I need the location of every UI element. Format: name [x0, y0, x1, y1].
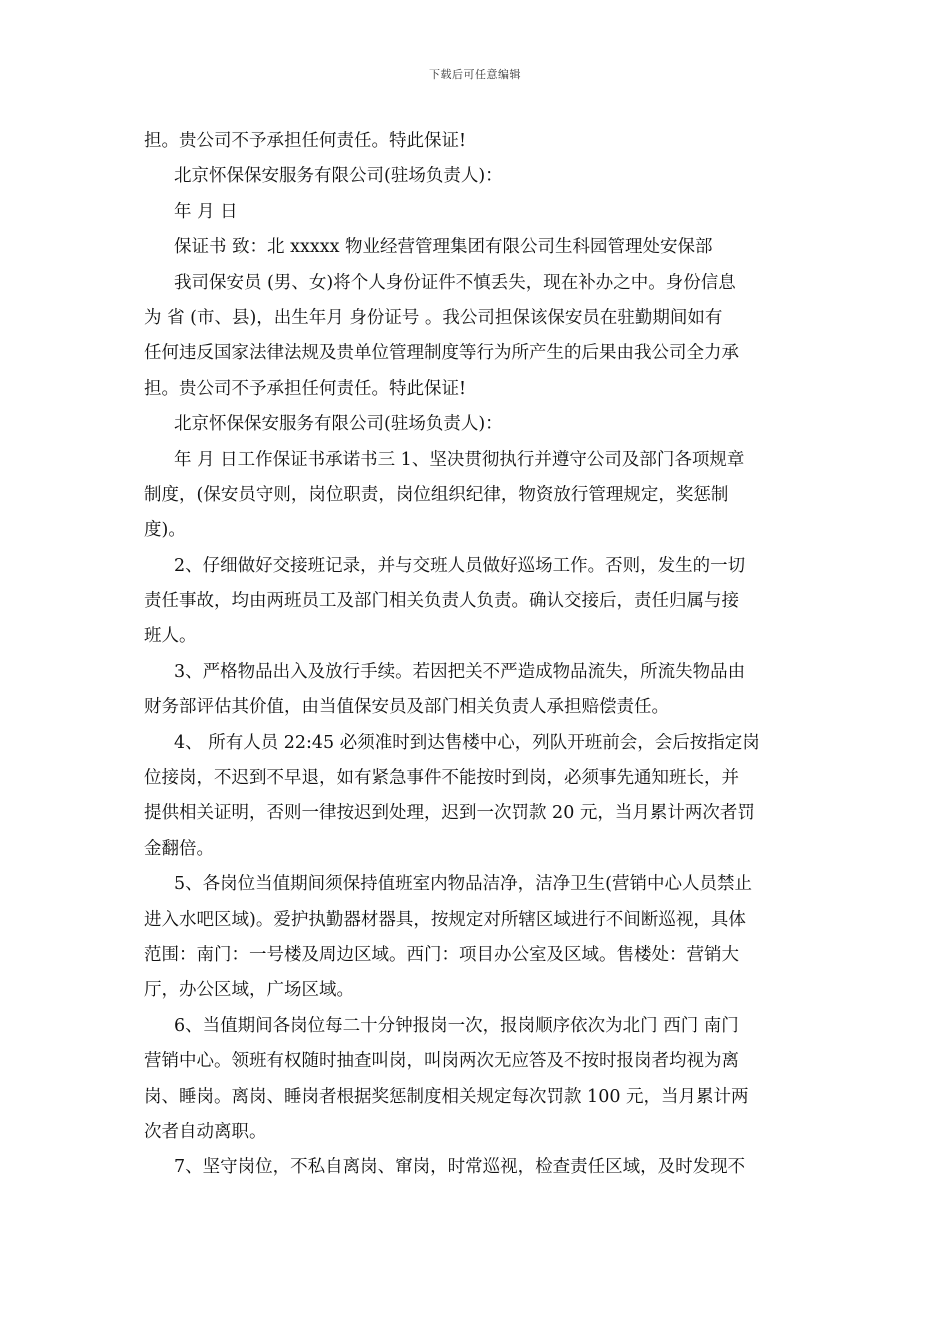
- text-line: 厅，办公区域，广场区域。: [144, 980, 354, 1001]
- text-line: 我司保安员 (男、女)将个人身份证件不慎丢失，现在补办之中。身份信息: [174, 272, 736, 293]
- text-line: 金翻倍。: [144, 838, 214, 859]
- text-line: 6、当值期间各岗位每二十分钟报岗一次，报岗顺序依次为北门 西门 南门: [174, 1015, 739, 1036]
- text-line: 5、各岗位当值期间须保持值班室内物品洁净，洁净卫生(营销中心人员禁止: [174, 874, 752, 895]
- text-line: 营销中心。领班有权随时抽查叫岗，叫岗两次无应答及不按时报岗者均视为离: [144, 1051, 739, 1072]
- text-line: 制度，(保安员守则，岗位职责，岗位组织纪律，物资放行管理规定，奖惩制: [144, 484, 729, 505]
- text-line: 次者自动离职。: [144, 1121, 267, 1142]
- text-line: 任何违反国家法律法规及贵单位管理制度等行为所产生的后果由我公司全力承: [144, 343, 739, 364]
- text-line: 提供相关证明，否则一律按迟到处理，迟到一次罚款 20 元，当月累计两次者罚: [144, 803, 755, 824]
- text-line: 担。贵公司不予承担任何责任。特此保证!: [144, 131, 467, 151]
- document-body: [144, 124, 806, 1186]
- text-line: 4、 所有人员 22:45 必须准时到达售楼中心，列队开班前会，会后按指定岗: [174, 732, 760, 753]
- text-line: 3、严格物品出入及放行手续。若因把关不严造成物品流失，所流失物品由: [174, 661, 746, 682]
- text-line: 北京怀保保安服务有限公司(驻场负责人)：: [174, 414, 503, 435]
- text-line: 7、坚守岗位，不私自离岗、窜岗，时常巡视，检查责任区域，及时发现不: [174, 1157, 746, 1178]
- text-line: 年 月 日工作保证书承诺书三 1、坚决贯彻执行并遵守公司及部门各项规章: [174, 449, 745, 470]
- page-header-note: 下载后可任意编辑: [429, 68, 521, 81]
- text-line: 保证书 致：北 xxxxx 物业经营管理集团有限公司生科园管理处安保部: [174, 237, 713, 258]
- text-line: 位接岗，不迟到不早退，如有紧急事件不能按时到岗，必须事先通知班长，并: [144, 768, 739, 789]
- text-line: 担。贵公司不予承担任何责任。特此保证!: [144, 378, 467, 399]
- text-line: 财务部评估其价值，由当值保安员及部门相关负责人承担赔偿责任。: [144, 697, 669, 718]
- text-line: 进入水吧区域)。爱护执勤器材器具，按规定对所辖区域进行不间断巡视，具体: [144, 909, 746, 930]
- text-line: 班人。: [144, 626, 197, 647]
- text-line: 范围：南门：一号楼及周边区域。西门：项目办公室及区域。售楼处：营销大: [144, 944, 739, 965]
- text-line: 度)。: [144, 520, 186, 541]
- text-line: 北京怀保保安服务有限公司(驻场负责人)：: [174, 166, 503, 187]
- text-line: 为 省 (市、县)，出生年月 身份证号 。我公司担保该保安员在驻勤期间如有: [144, 307, 723, 328]
- text-line: 岗、睡岗。离岗、睡岗者根据奖惩制度相关规定每次罚款 100 元，当月累计两: [144, 1086, 749, 1107]
- text-line: 年 月 日: [174, 201, 238, 222]
- text-line: 责任事故，均由两班员工及部门相关负责人负责。确认交接后，责任归属与接: [144, 591, 739, 612]
- text-line: 2、仔细做好交接班记录，并与交班人员做好巡场工作。否则，发生的一切: [174, 555, 746, 576]
